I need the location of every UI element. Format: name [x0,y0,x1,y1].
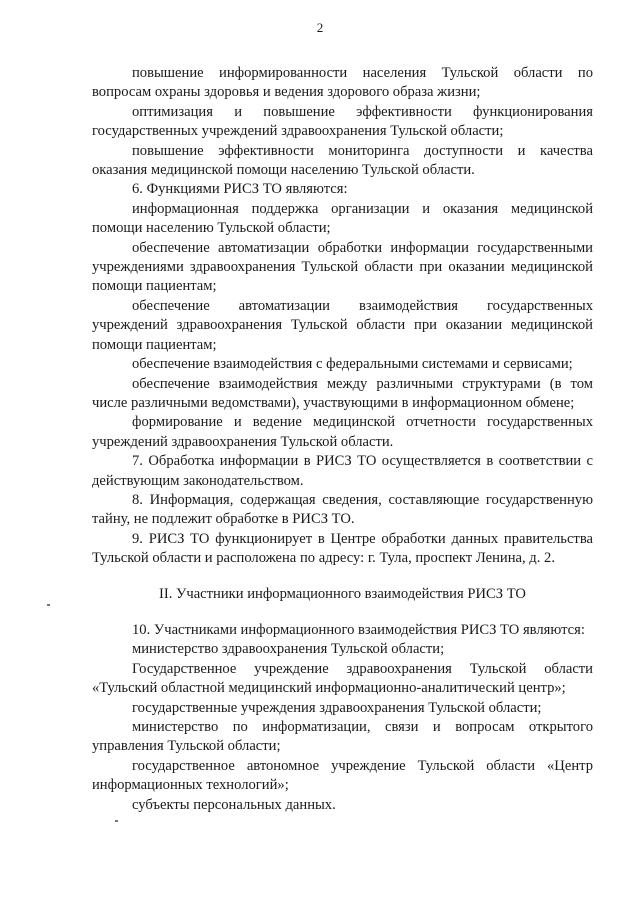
paragraph: субъекты персональных данных. [132,796,336,813]
page-number: 2 [316,20,324,35]
paragraph: информационная поддержка организации и оказания медицинской помощи населению Тульской области; [92,200,593,237]
paragraph: обеспечение взаимодействия с федеральными системами и сервисами; [132,356,573,373]
paragraph: обеспечение автоматизации обработки информации государственными учреждениями здравоохранения Тульской области при оказании медицинской помощи пациентам; [92,239,593,295]
paragraph: формирование и ведение медицинской отчетности государственных учреждений здравоохранения Тульской области. [92,414,593,450]
paragraph: министерство здравоохранения Тульской области; [132,641,445,658]
paragraph: государственное автономное учреждение Тульской области «Центр информационных технологий»; [92,757,593,794]
section-heading: II. Участники информационного взаимодействия РИСЗ ТО [159,585,526,602]
paragraph: оптимизация и повышение эффективности функционирования государственных учреждений здравоохранения Тульской области; [92,103,593,140]
section-1-continuation [92,64,593,569]
paragraph: государственные учреждения здравоохранения Тульской области; [132,699,542,716]
paragraph: 8. Информация, содержащая сведения, составляющие государственную тайну, не подлежит обработке в РИСЗ ТО. [92,491,593,528]
paragraph: 7. Обработка информации в РИСЗ ТО осуществляется в соответствии с действующим законодательством. [92,453,593,489]
section-2 [92,621,593,815]
paragraph: 6. Функциями РИСЗ ТО являются: [132,181,348,198]
paragraph: 9. РИСЗ ТО функционирует в Центре обработки данных правительства Тульской области и расположена по адресу: г. Тула, проспект Ленина, д. 2. [92,530,593,567]
paragraph: повышение информированности населения Тульской области по вопросам охраны здоровья и ведения здорового образа жизни; [92,65,593,101]
paragraph: Государственное учреждение здравоохранения Тульской области «Тульский областной медицинский информационно-аналитический центр»; [92,660,593,697]
paragraph: министерство по информатизации, связи и вопросам открытого управления Тульской области; [92,719,593,755]
scan-speck [47,604,50,606]
document-body [92,64,593,815]
paragraph: повышение эффективности мониторинга доступности и качества оказания медицинской помощи населению Тульской области. [92,142,593,179]
scan-speck [115,820,118,822]
paragraph: 10. Участниками информационного взаимодействия РИСЗ ТО являются: [132,621,585,638]
paragraph: обеспечение взаимодействия между различными структурами (в том числе различными ведомствами), участвующими в информационном обмене; [92,375,593,411]
paragraph: обеспечение автоматизации взаимодействия государственных учреждений здравоохранения Тульской области при оказании медицинской помощи пациентам; [92,297,593,353]
